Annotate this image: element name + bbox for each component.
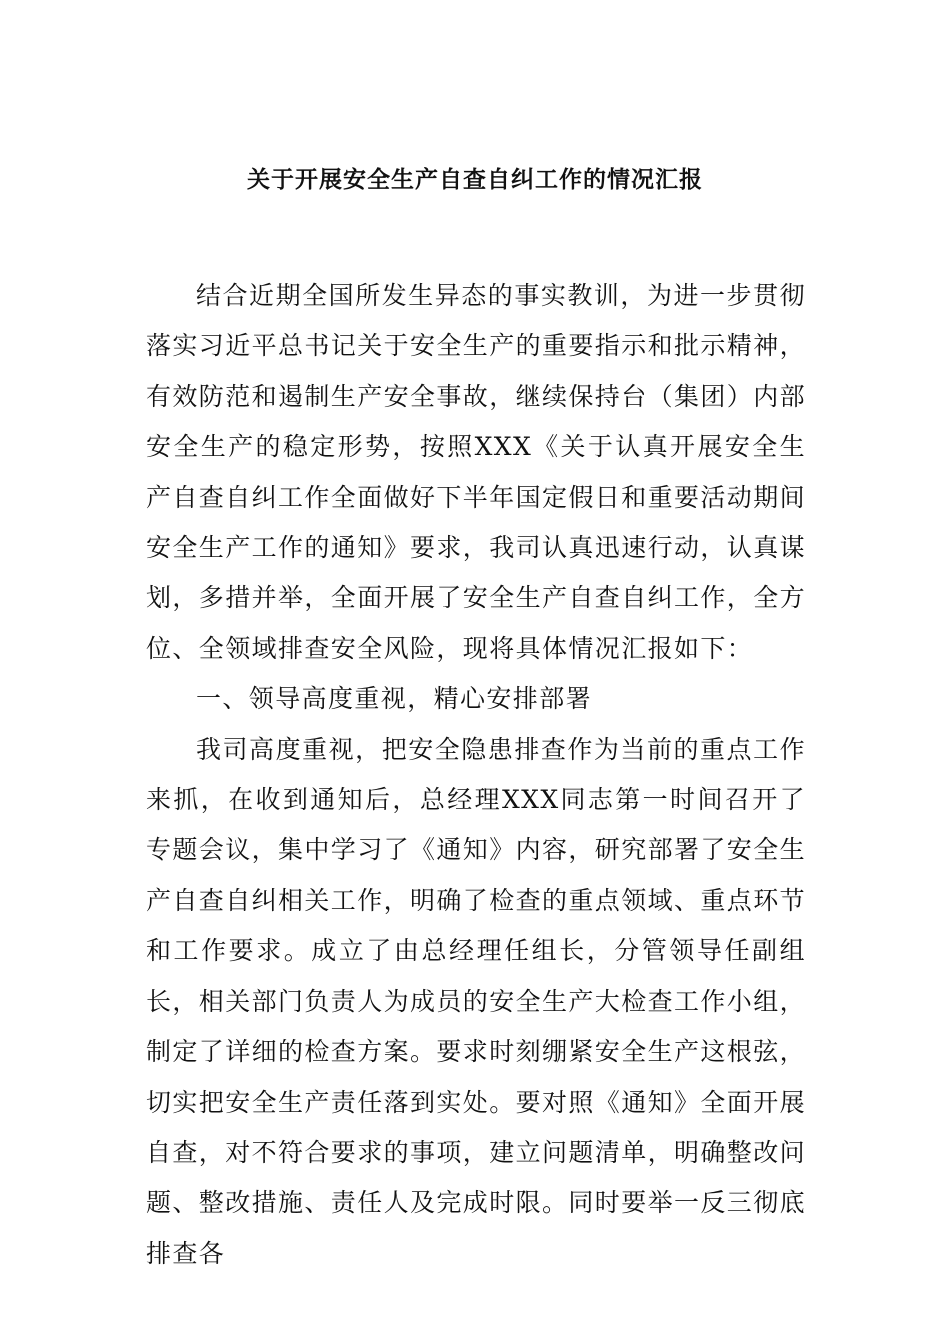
paragraph-intro: 结合近期全国所发生异态的事实教训，为进一步贯彻落实习近平总书记关于安全生产的重要指示和批示精神，有效防范和遏制生产安全事故，继续保持台（集团）内部安全生产的稳定形势，按照XXX《关于认真开展安全生产自查自纠工作全面做好下半年国定假日和重要活动期间安全生产工作的通知》要求，我司认真迅速行动，认真谋划，多措并举，全面开展了安全生产自查自纠工作，全方位、全领域排查安全风险，现将具体情况汇报如下： bbox=[146, 281, 807, 663]
paragraph-section-1: 我司高度重视，把安全隐患排查作为当前的重点工作来抓，在收到通知后，总经理XXX同志第一时间召开了专题会议，集中学习了《通知》内容，研究部署了安全生产自查自纠相关工作，明确了检查的重点领域、重点环节和工作要求。成立了由总经理任组长，分管领导任副组长，相关部门负责人为成员的安全生产大检查工作小组，制定了详细的检查方案。要求时刻绷紧安全生产这根弦，切实把安全生产责任落到实处。要对照《通知》全面开展自查，对不符合要求的事项，建立问题清单，明确整改问题、整改措施、责任人及完成时限。同时要举一反三彻底排查各 bbox=[146, 734, 807, 1268]
document-body bbox=[146, 271, 806, 1279]
section-heading-1: 一、领导高度重视，精心安排部署 bbox=[196, 684, 593, 714]
document-title: 关于开展安全生产自查自纠工作的情况汇报 bbox=[247, 166, 703, 193]
